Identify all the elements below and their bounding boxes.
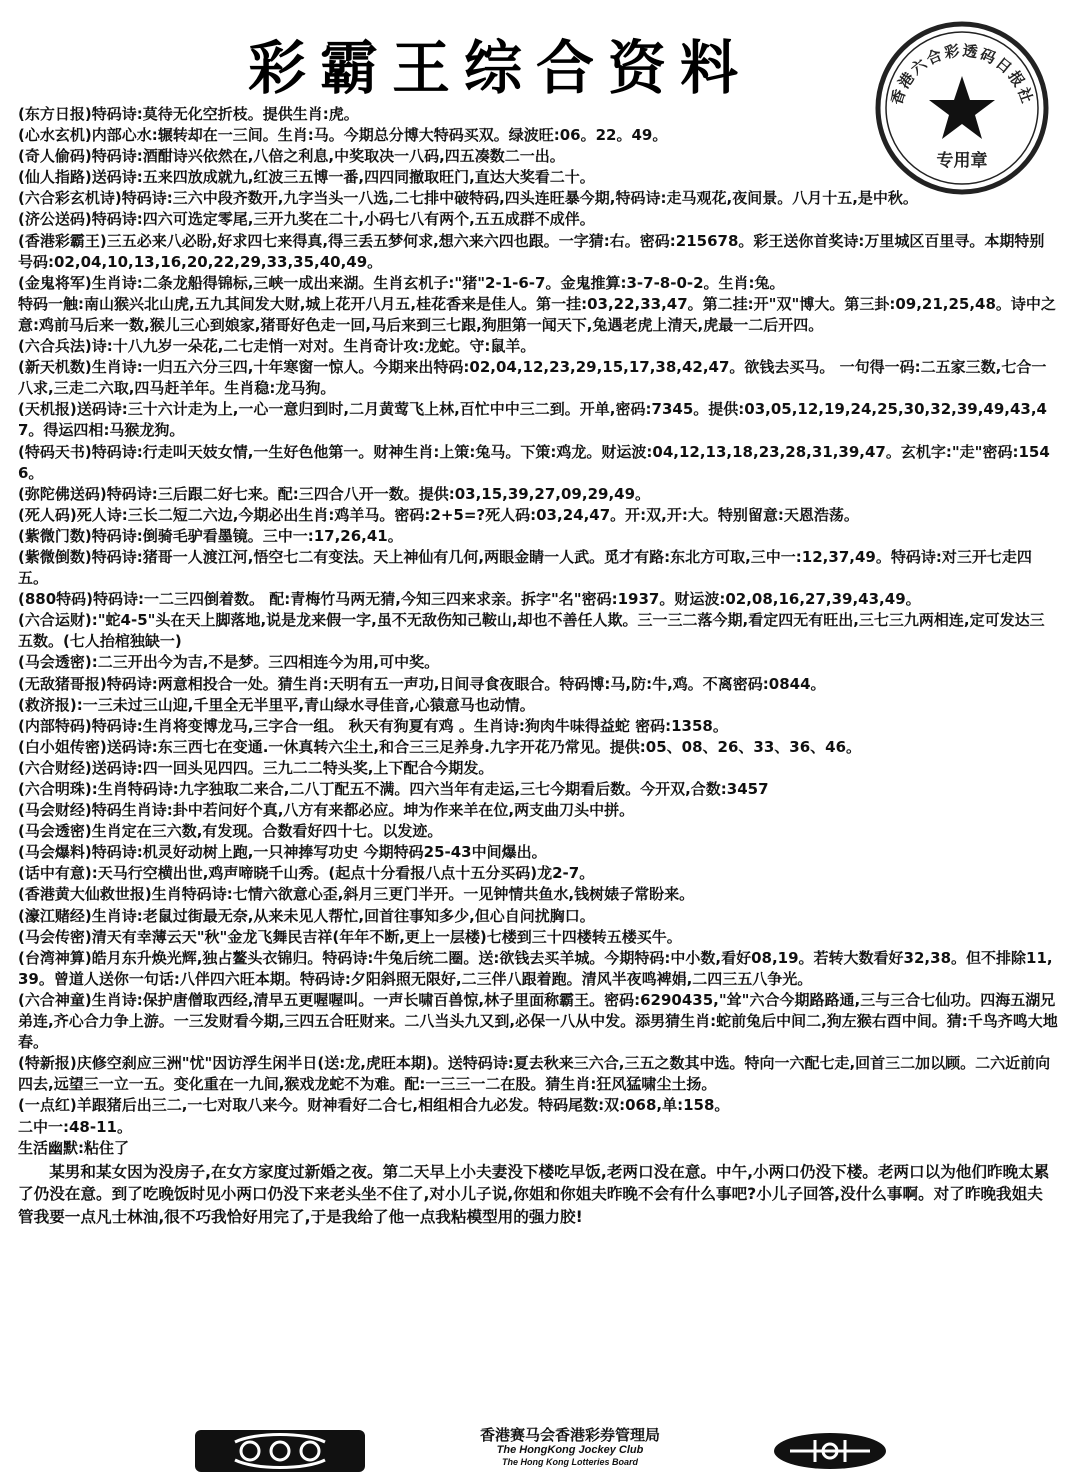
text-line: (特码天书)特码诗:行走叫天妓女情,一生好色他第一。财神生肖:上策:兔马。下策:鸡龙。财运波:04,12,13,18,23,28,31,39,47。玄机字:"走"密码:1546。 <box>18 442 1050 482</box>
footer-org-cn: 香港赛马会香港彩券管理局 <box>479 1426 660 1444</box>
text-line: (马会财经)特码生肖诗:卦中若问好个真,八方有来都必应。坤为作来羊在位,两支曲刀头中拼。 <box>18 801 635 820</box>
text-line: (济公送码)特码诗:四六可选定零尾,三开九奖在二十,小码七八有两个,五五成群不成伴。 <box>18 210 595 229</box>
stamp-ring-text: 香港六合彩透码日报社 <box>887 41 1037 108</box>
text-line: (台湾神算)皓月东升焕光辉,独占鳌头衣锦归。特码诗:牛兔后统二圈。送:欲钱去买羊城。今期特码:中小数,看好08,19。若转大数看好32,38。但不排除11,39。曾道人送你一句话:八伴四六旺本期。特码诗:夕阳斜照无限好,二三伴八跟着跑。清风半夜鸣裨娟,二四三五八争光。 <box>18 948 1053 988</box>
text-line: (弥陀佛送码)特码诗:三后跟二好七来。配:三四合八开一数。提供:03,15,39,27,09,29,49。 <box>18 484 651 503</box>
text-line: (六合神童)生肖诗:保护唐僧取西经,清早五更喔喔叫。一声长啸百兽惊,林子里面称霸王。密码:6290435,"耸"六合今期路路通,三与三合七仙功。四海五湖兄弟连,齐心合力争上游。一三发财看今期,三四五合旺财来。二八当头九又到,必保一八从中发。添男猜生肖:蛇前兔后中间二,狗左猴右酉中间。猜:千鸟齐鸣大地春。 <box>18 990 1058 1052</box>
text-line: (六合明珠):生肖特码诗:九字独取二来合,二八丁配五不满。四六当年有走运,三七今期看后数。今开双,合数:3457 <box>18 780 769 798</box>
joke-text: 某男和某女因为没房子,在女方家度过新婚之夜。第二天早上小夫妻没下楼吃早饭,老两口没在意。中午,小两口仍没下楼。老两口以为他们昨晚太累了仍没在意。到了吃晚饭时见小两口仍没下来老头坐不住了,对小儿子说,你姐和你姐夫昨晚不会有什么事吧?小儿子回答,没什么事啊。对了昨晚我姐夫管我要一点凡士林油,很不巧我恰好用完了,于是我给了他一点我粘模型用的强力胶! <box>18 1162 1050 1226</box>
text-line: (话中有意):天马行空横出世,鸡声啼晓千山秀。(起点十分看报八点十五分买码)龙2-7。 <box>18 864 595 883</box>
text-line: (无敌猪哥报)特码诗:两意相投合一处。猜生肖:天明有五一声功,日间寻食夜眼合。特码博:马,防:牛,鸡。不离密码:0844。 <box>18 674 826 693</box>
text-line: (马会传密)清天有幸薄云天"秋"金龙飞舞民吉祥(年年不断,更上一层楼)七楼到三十四楼转五楼买牛。 <box>18 927 682 946</box>
footer-org <box>390 1426 750 1468</box>
footer <box>0 1420 1080 1478</box>
text-line: 特码一触:南山猴兴北山虎,五九其间发大财,城上花开八月五,桂花香来是佳人。第一挂:03,22,33,47。第二挂:开"双"博大。第三卦:09,21,25,48。诗中之意:鸡前马后来一数,猴儿三心到娘家,猪哥好色走一回,马后来到三七跟,狗胆第一闻天下,兔遇老虎上清天,虎最一二后开四。 <box>18 294 1056 334</box>
text-line: (马会爆料)特码诗:机灵好动树上跑,一只神捧写功史 今期特码25-43中间爆出。 <box>18 843 547 862</box>
text-line: (特新报)庆修空刹应三洲"忧"因访浮生闲半日(送:龙,虎旺本期)。送特码诗:夏去秋来三六合,三五之数其中选。特向一六配七走,回首三二加以顾。二六近前向四去,远望三一立一五。变化重在一九间,猴戏龙蛇不为难。配:一三三一二在股。猜生肖:狂风猛啸尘土扬。 <box>18 1054 1051 1094</box>
footer-org-en-sub: The Hong Kong Lotteries Board <box>502 1457 638 1467</box>
stamp-label: 专用章 <box>936 151 988 171</box>
text-line: (马会透密)生肖定在三六数,有发现。合数看好四十七。以发迹。 <box>18 822 443 841</box>
text-line: (香港彩霸王)三五必来八必盼,好求四七来得真,得三丢五梦何求,想六来六四也跟。一字猜:右。密码:215678。彩王送你首奖诗:万里城区百里寻。本期特别号码:02,04,10,13,16,20,22,29,33,35,40,49。 <box>18 231 1045 271</box>
jockey-club-logo-icon <box>770 1430 890 1472</box>
text-line: (紫微门数)特码诗:倒骑毛驴看墨镜。三中一:17,26,41。 <box>18 526 403 545</box>
text-line: (六合运财):"蛇4-5"头在天上脚落地,说是龙来假一字,虽不无敌伤知己鞍山,却也不善任人欺。三一三二落今期,看定四无有旺出,三七三九两相连,定可发达三五数。(七人抬棺独缺一) <box>18 611 1045 651</box>
text-line: (救济报):一三未过三山迎,千里全无半里平,青山绿水寻佳音,心猿意马也动情。 <box>18 695 535 714</box>
text-line: 二中一:48-11。 <box>18 1117 132 1136</box>
text-line: (六合兵法)诗:十八九岁一朵花,二七走悄一对对。生肖奇计攻:龙蛇。守:鼠羊。 <box>18 337 536 356</box>
text-line: (内部特码)特码诗:生肖将变博龙马,三字合一组。 秋天有狗夏有鸡 。生肖诗:狗肉牛味得益蛇 密码:1358。 <box>18 716 728 735</box>
text-line: (濠江赌经)生肖诗:老鼠过街最无奈,从来未见人帮忙,回首往事知多少,但心自问扰胸口。 <box>18 906 595 925</box>
text-line: (六合彩玄机诗)特码诗:三六中段齐数开,九字当头一八选,二七排中破特码,四头连旺暴今期,特码诗:走马观花,夜间景。八月十五,是中秋。 <box>18 189 918 208</box>
lottery-logo-icon <box>195 1430 365 1472</box>
text-line: (心水玄机)内部心水:辗转却在一三间。生肖:马。今期总分博大特码买双。绿波旺:06。22。49。 <box>18 126 668 145</box>
text-line: (仙人指路)送码诗:五来四放成就九,红波三五博一番,四四同撤取旺门,直达大奖看二十。 <box>18 168 595 187</box>
text-line: (香港黄大仙救世报)生肖特码诗:七情六欲意心歪,斜月三更门半开。一见钟情共鱼水,钱树婊子常盼来。 <box>18 885 695 904</box>
text-line: (马会透密):二三开出今为吉,不是梦。三四相连今为用,可中奖。 <box>18 653 440 672</box>
text-line: (一点红)羊跟猪后出三二,一七对取八来今。财神看好二合七,相组相合九必发。特码尾数:双:068,单:158。 <box>18 1096 730 1115</box>
page-title: 彩霸王综合资料 <box>247 34 752 102</box>
text-line: (新天机数)生肖诗:一归五六分三四,十年寒窗一惊人。今期来出特码:02,04,12,23,29,15,17,38,42,47。欲钱去买马。 一句得一码:二五家三数,七合一八求,三走二六取,四马赶羊年。生肖稳:龙马狗。 <box>18 358 1047 398</box>
text-line: (死人码)死人诗:三长二短二六边,今期必出生肖:鸡羊马。密码:2+5=?死人码:03,24,47。开:双,开:大。特别留意:天恩浩荡。 <box>18 505 859 524</box>
joke-title: 生活幽默:粘住了 <box>18 1138 129 1157</box>
footer-org-en: The HongKong Jockey Club <box>496 1444 644 1456</box>
text-line: (天机报)送码诗:三十六计走为上,一心一意归到时,二月黄莺飞上林,百忙中中三二到。开单,密码:7345。提供:03,05,12,19,24,25,30,32,39,49,43,47。得运四相:马猴龙狗。 <box>18 400 1047 440</box>
text-line: (白小姐传密)送码诗:东三西七在变通.一休真转六尘土,和合三三足养身.九字开花乃常见。提供:05、08、26、33、36、46。 <box>18 737 862 756</box>
text-line: (奇人偷码)特码诗:酒酣诗兴依然在,八倍之利息,中奖取决一八码,四五凑数二一出。 <box>18 147 565 166</box>
text-line: (880特码)特码诗:一二三四倒着数。 配:青梅竹马两无猜,今知三四来求亲。拆字"名"密码:1937。财运波:02,08,16,27,39,43,49。 <box>18 590 921 609</box>
text-line: (金鬼将军)生肖诗:二条龙船得锦标,三峡一成出来湖。生肖玄机子:"猪"2-1-6-7。金鬼推算:3-7-8-0-2。生肖:兔。 <box>18 273 785 292</box>
content <box>18 104 1058 1228</box>
text-line: (东方日报)特码诗:莫待无化空折枝。提供生肖:虎。 <box>18 105 359 123</box>
text-line: (六合财经)送码诗:四一回头见四四。三九二二特头奖,上下配合今期发。 <box>18 758 494 777</box>
text-line: (紫微倒数)特码诗:猪哥一人渡江河,悟空七二有变法。天上神仙有几何,两眼金睛一人武。觅才有路:东北方可取,三中一:12,37,49。特码诗:对三开七走四五。 <box>18 547 1032 588</box>
